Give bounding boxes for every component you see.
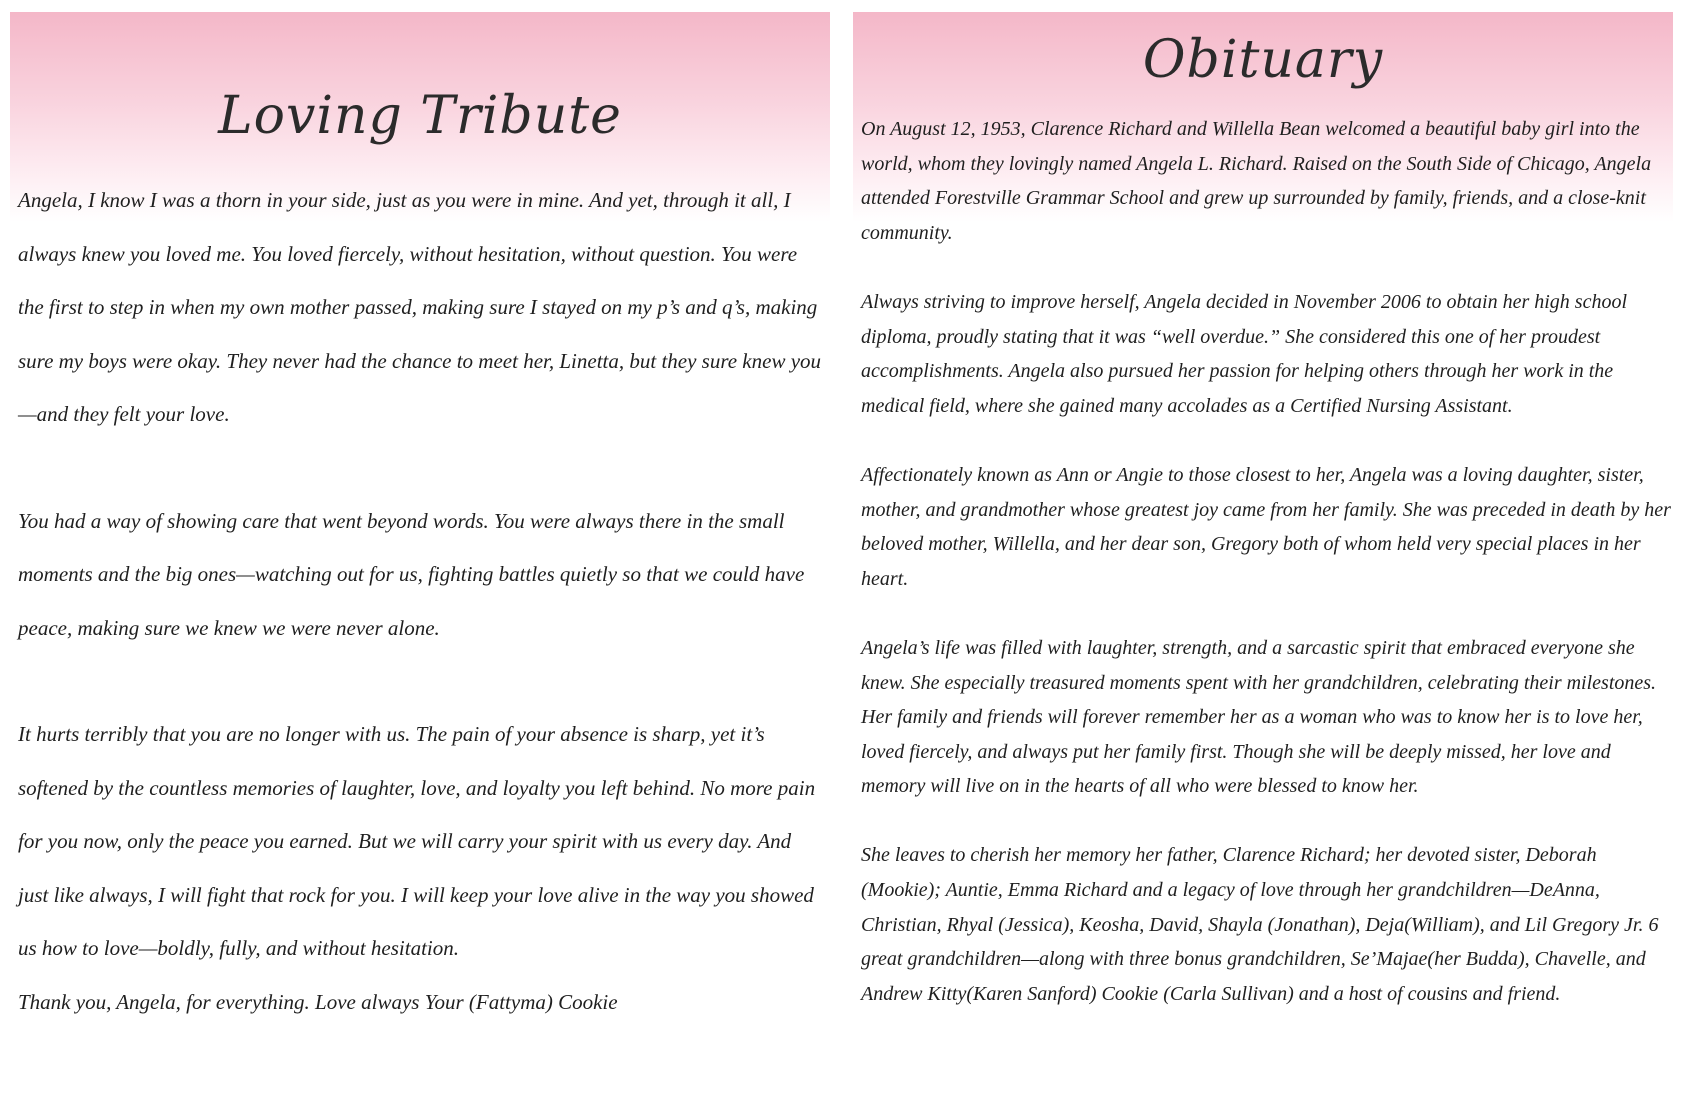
- obituary-title: Obituary: [1142, 30, 1384, 90]
- tribute-paragraph-2: You had a way of showing care that went beyond words. You were always there in the small moments and the big ones—watching out for us, fighting battles quietly so that we could have peace, making sure we knew we were never alone.: [18, 508, 805, 640]
- tribute-closing: Thank you, Angela, for everything. Love always Your (Fattyma) Cookie: [18, 989, 618, 1014]
- obituary-body: [861, 112, 1673, 1046]
- obituary-page: [853, 12, 1673, 1072]
- loving-tribute-title: Loving Tribute: [218, 86, 622, 146]
- loving-tribute-body: [18, 174, 824, 1029]
- obituary-paragraph-3: Affectionately known as Ann or Angie to those closest to her, Angela was a loving daughter, sister, mother, and grandmother whose greatest joy came from her family. She was preceded in death by her beloved mother, Willella, and her dear son, Gregory both of whom held very special places in her heart.: [861, 463, 1671, 590]
- obituary-paragraph-4: Angela’s life was filled with laughter, strength, and a sarcastic spirit that embraced everyone she knew. She especially treasured moments spent with her grandchildren, celebrating their milestones. Her family and friends will forever remember her as a woman who was to know her is to love her, loved fiercely, and always put her family first. Though she will be deeply missed, her love and memory will live on in the hearts of all who were blessed to know her.: [861, 636, 1657, 798]
- loving-tribute-page: [10, 12, 830, 1072]
- tribute-paragraph-1: Angela, I know I was a thorn in your side, just as you were in mine. And yet, through it all, I always knew you loved me. You loved fiercely, without hesitation, without question. You were the first to step in when my own mother passed, making sure I stayed on my p’s and q’s, making sure my boys were okay. They never had the chance to meet her, Linetta, but they sure knew you—and they felt your love.: [18, 188, 822, 426]
- obituary-paragraph-1: On August 12, 1953, Clarence Richard and Willella Bean welcomed a beautiful baby girl into the world, whom they lovingly named Angela L. Richard. Raised on the South Side of Chicago, Angela attended Forestville Grammar School and grew up surrounded by family, friends, and a close-knit community.: [861, 118, 1652, 244]
- tribute-paragraph-3: It hurts terribly that you are no longer with us. The pain of your absence is sharp, yet it’s softened by the countless memories of laughter, love, and loyalty you left behind. No more pain for you now, only the peace you earned. But we will carry your spirit with us every day. And just like always, I will fight that rock for you. I will keep your love alive in the way you showed us how to love—boldly, fully, and without hesitation.: [18, 722, 816, 960]
- obituary-paragraph-2: Always striving to improve herself, Angela decided in November 2006 to obtain her high school diploma, proudly stating that it was “well overdue.” She considered this one of her proudest accomplishments. Angela also pursued her passion for helping others through her work in the medical field, where she gained many accolades as a Certified Nursing Assistant.: [861, 290, 1628, 417]
- obituary-paragraph-5: She leaves to cherish her memory her father, Clarence Richard; her devoted sister, Deborah (Mookie); Auntie, Emma Richard and a legacy of love through her grandchildren—DeAnna, Christian, Rhyal (Jessica), Keosha, David, Shayla (Jonathan), Deja(William), and Lil Gregory Jr. 6 great grandchildren—along with three bonus grandchildren, Se’Majae(her Budda), Chavelle, and Andrew Kitty(Karen Sanford) Cookie (Carla Sullivan) and a host of cousins and friend.: [861, 844, 1659, 1005]
